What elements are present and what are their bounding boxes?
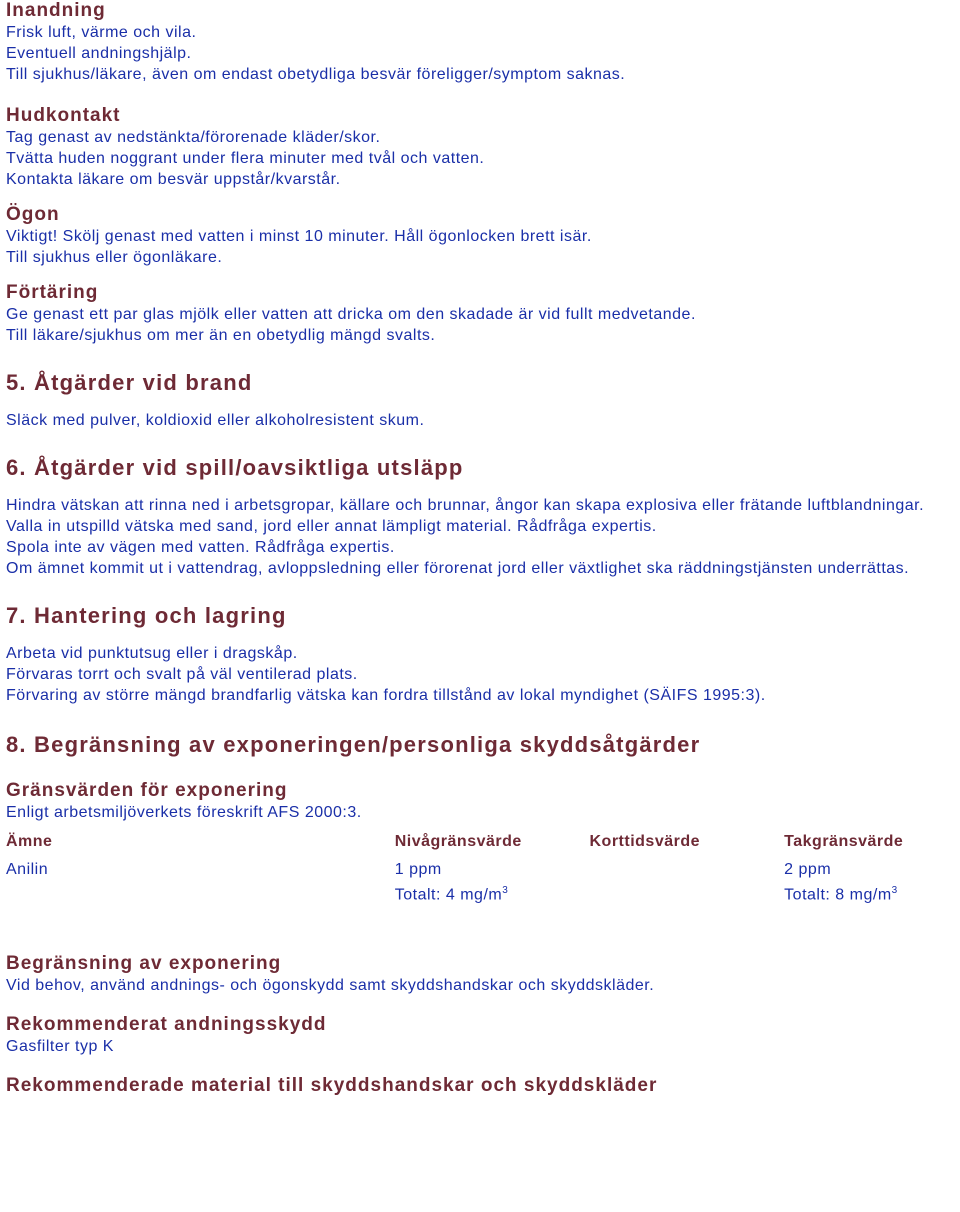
table-header-cell: Ämne <box>6 833 53 850</box>
table-header-cell: Takgränsvärde <box>784 833 904 850</box>
section-8-exponering <box>6 732 954 1097</box>
text-line: Släck med pulver, koldioxid eller alkoholresistent skum. <box>6 412 425 429</box>
value-text: Totalt: 8 mg/m <box>784 886 892 904</box>
text-line: Spola inte av vägen med vatten. Rådfråga expertis. <box>6 539 395 556</box>
table-row <box>6 885 954 909</box>
table-cell <box>395 885 590 909</box>
text-line: Viktigt! Skölj genast med vatten i minst 10 minuter. Håll ögonlocken brett isär. <box>6 228 592 245</box>
heading-inandning: Inandning <box>6 0 106 21</box>
subsection-andningsskydd <box>6 1014 954 1057</box>
text-line: Enligt arbetsmiljöverkets föreskrift AFS 2000:3. <box>6 804 362 821</box>
table-cell <box>589 861 784 885</box>
table-cell <box>6 885 395 909</box>
text-line: Valla in utspilld vätska med sand, jord eller annat lämpligt material. Rådfråga expertis. <box>6 518 657 535</box>
section-fortaring <box>6 282 954 346</box>
section-5-brand <box>6 370 954 431</box>
text-line: Hindra vätskan att rinna ned i arbetsgropar, källare och brunnar, ångor kan skapa explosiva eller frätande luftblandningar. <box>6 497 925 514</box>
section-7-hantering <box>6 603 954 706</box>
table-cell: Anilin <box>6 861 49 878</box>
heading-hudkontakt: Hudkontakt <box>6 105 121 126</box>
heading-material: Rekommenderade material till skyddshandskar och skyddskläder <box>6 1075 658 1096</box>
text-line: Frisk luft, värme och vila. <box>6 24 197 41</box>
subsection-gransvarden <box>6 780 954 823</box>
heading-fortaring: Förtäring <box>6 282 99 303</box>
section-6-spill <box>6 455 954 579</box>
text-line: Eventuell andningshjälp. <box>6 45 192 62</box>
heading-section-5: 5. Åtgärder vid brand <box>6 370 253 395</box>
subsection-material <box>6 1075 954 1097</box>
section-ogon <box>6 204 954 268</box>
subsection-begransning <box>6 953 954 996</box>
limits-table <box>6 833 954 909</box>
text-line: Gasfilter typ K <box>6 1038 114 1055</box>
heading-section-8: 8. Begränsning av exponeringen/personliga skyddsåtgärder <box>6 732 701 757</box>
text-line: Förvaring av större mängd brandfarlig vätska kan fordra tillstånd av lokal myndighet (SÄIFS 1995:3). <box>6 687 766 704</box>
text-line: Vid behov, använd andnings- och ögonskydd samt skyddshandskar och skyddskläder. <box>6 977 655 994</box>
superscript: 3 <box>502 885 509 896</box>
text-line: Kontakta läkare om besvär uppstår/kvarstår. <box>6 171 341 188</box>
table-cell: 1 ppm <box>394 861 442 878</box>
text-line: Till sjukhus eller ögonläkare. <box>6 249 223 266</box>
heading-andningsskydd: Rekommenderat andningsskydd <box>6 1014 327 1035</box>
section-inandning <box>6 0 954 85</box>
table-cell: 2 ppm <box>784 861 832 878</box>
table-header-cell: Nivågränsvärde <box>394 833 522 850</box>
text-line: Om ämnet kommit ut i vattendrag, avloppsledning eller förorenat jord eller växtlighet ska räddningstjänsten underrättas. <box>6 560 910 577</box>
heading-ogon: Ögon <box>6 204 60 225</box>
text-line: Till läkare/sjukhus om mer än en obetydlig mängd svalts. <box>6 327 436 344</box>
value-text: Totalt: 4 mg/m <box>394 886 503 904</box>
table-row <box>6 861 954 885</box>
text-line: Förvaras torrt och svalt på väl ventilerad plats. <box>6 666 358 683</box>
heading-section-7: 7. Hantering och lagring <box>6 603 287 628</box>
table-cell <box>784 885 954 909</box>
text-line: Tvätta huden noggrant under flera minuter med tvål och vatten. <box>6 150 485 167</box>
text-line: Arbeta vid punktutsug eller i dragskåp. <box>6 645 298 662</box>
table-cell <box>589 885 784 909</box>
text-line: Tag genast av nedstänkta/förorenade kläder/skor. <box>6 129 381 146</box>
section-hudkontakt <box>6 105 954 190</box>
heading-gransvarden: Gränsvärden för exponering <box>6 780 288 801</box>
text-line: Ge genast ett par glas mjölk eller vatten att dricka om den skadade är vid fullt medvetande. <box>6 306 696 323</box>
text-line: Till sjukhus/läkare, även om endast obetydliga besvär föreligger/symptom saknas. <box>6 66 626 83</box>
heading-begransning: Begränsning av exponering <box>6 953 282 974</box>
table-header-row <box>6 833 954 861</box>
heading-section-6: 6. Åtgärder vid spill/oavsiktliga utsläpp <box>6 455 464 480</box>
superscript: 3 <box>891 885 898 896</box>
table-header-cell: Korttidsvärde <box>589 833 701 850</box>
